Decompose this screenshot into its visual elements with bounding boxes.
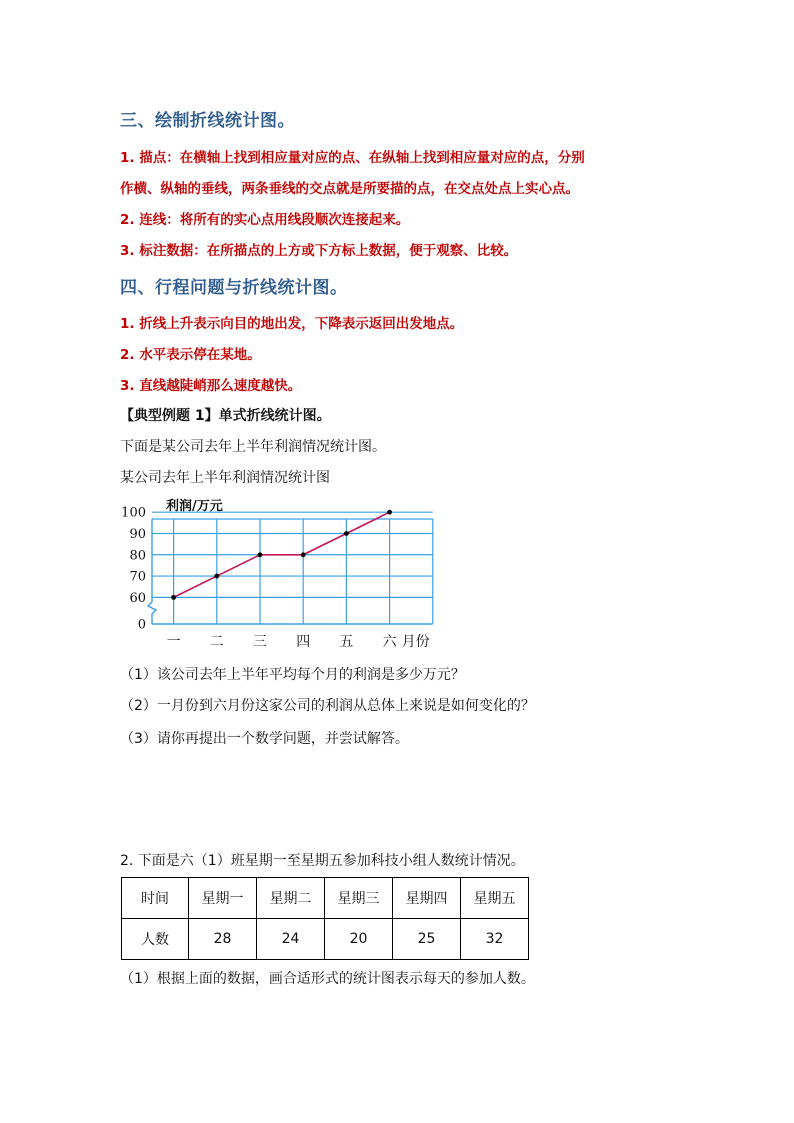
y-axis-label: 利润/万元: [166, 499, 223, 514]
chart-caption: 某公司去年上半年利润情况统计图: [120, 470, 330, 486]
example1-intro: 下面是某公司去年上半年利润情况统计图。: [120, 439, 386, 455]
table-header-cell: 星期五: [461, 878, 529, 919]
profit-line-chart: [118, 492, 478, 652]
problem2-intro: 2. 下面是六（1）班星期一至星期五参加科技小组人数统计情况。: [120, 853, 525, 869]
x-tick-label: 二: [209, 634, 224, 650]
section4-item-3: 3. 直线越陡峭那么速度越快。: [120, 378, 302, 394]
x-tick-label: 五: [339, 634, 354, 650]
table-header-cell: 星期一: [189, 878, 257, 919]
section3-item-1a: 1. 描点：在横轴上找到相应量对应的点、在纵轴上找到相应量对应的点，分别: [120, 150, 585, 166]
table-cell: 24: [257, 919, 325, 960]
section4-item-1: 1. 折线上升表示向目的地出发，下降表示返回出发地点。: [120, 316, 464, 332]
table-cell: 25: [393, 919, 461, 960]
data-point: [344, 531, 349, 536]
table-header-cell: 星期三: [325, 878, 393, 919]
table-header-row: [122, 878, 529, 919]
table-cell: 20: [325, 919, 393, 960]
section3-heading: 三、绘制折线统计图。: [120, 111, 295, 131]
x-axis-label: 月份: [401, 634, 430, 650]
section3-item-1b: 作横、纵轴的垂线，两条垂线的交点就是所要描的点，在交点处点上实心点。: [120, 181, 579, 197]
question-3: （3）请你再提出一个数学问题，并尝试解答。: [120, 731, 409, 747]
problem2-question-1: （1）根据上面的数据，画合适形式的统计图表示每天的参加人数。: [120, 971, 535, 987]
table-cell: 28: [189, 919, 257, 960]
question-2: （2）一月份到六月份这家公司的利润从总体上来说是如何变化的？: [120, 698, 535, 714]
y-tick-label: 90: [129, 526, 146, 542]
section3-item-2: 2. 连线：将所有的实心点用线段顺次连接起来。: [120, 212, 410, 228]
y-axis-break: [148, 602, 156, 624]
x-tick-label: 四: [296, 634, 311, 650]
table-row-label: 人数: [122, 919, 189, 960]
y-tick-label: 0: [137, 617, 146, 633]
table-header-cell: 时间: [122, 878, 189, 919]
section3-item-3: 3. 标注数据：在所描点的上方或下方标上数据，便于观察、比较。: [120, 243, 518, 259]
x-tick-label: 六: [382, 634, 397, 650]
question-1: （1）该公司去年上半年平均每个月的利润是多少万元？: [120, 667, 465, 683]
example1-title: 【典型例题 1】单式折线统计图。: [120, 408, 331, 424]
data-point: [301, 552, 306, 557]
table-row: [122, 919, 529, 960]
y-tick-label: 80: [129, 548, 146, 564]
y-tick-label: 100: [121, 505, 146, 521]
x-tick-label: 一: [166, 634, 181, 650]
y-tick-label: 60: [129, 590, 146, 606]
table-cell: 32: [461, 919, 529, 960]
data-point: [387, 510, 392, 515]
table-header-cell: 星期四: [393, 878, 461, 919]
data-point: [258, 552, 263, 557]
section4-heading: 四、行程问题与折线统计图。: [120, 278, 348, 298]
data-point: [214, 574, 219, 579]
table-header-cell: 星期二: [257, 878, 325, 919]
y-tick-label: 70: [129, 569, 146, 585]
data-point: [171, 595, 176, 600]
section4-item-2: 2. 水平表示停在某地。: [120, 347, 261, 363]
attendance-table: [121, 877, 529, 960]
x-tick-label: 三: [253, 634, 267, 650]
